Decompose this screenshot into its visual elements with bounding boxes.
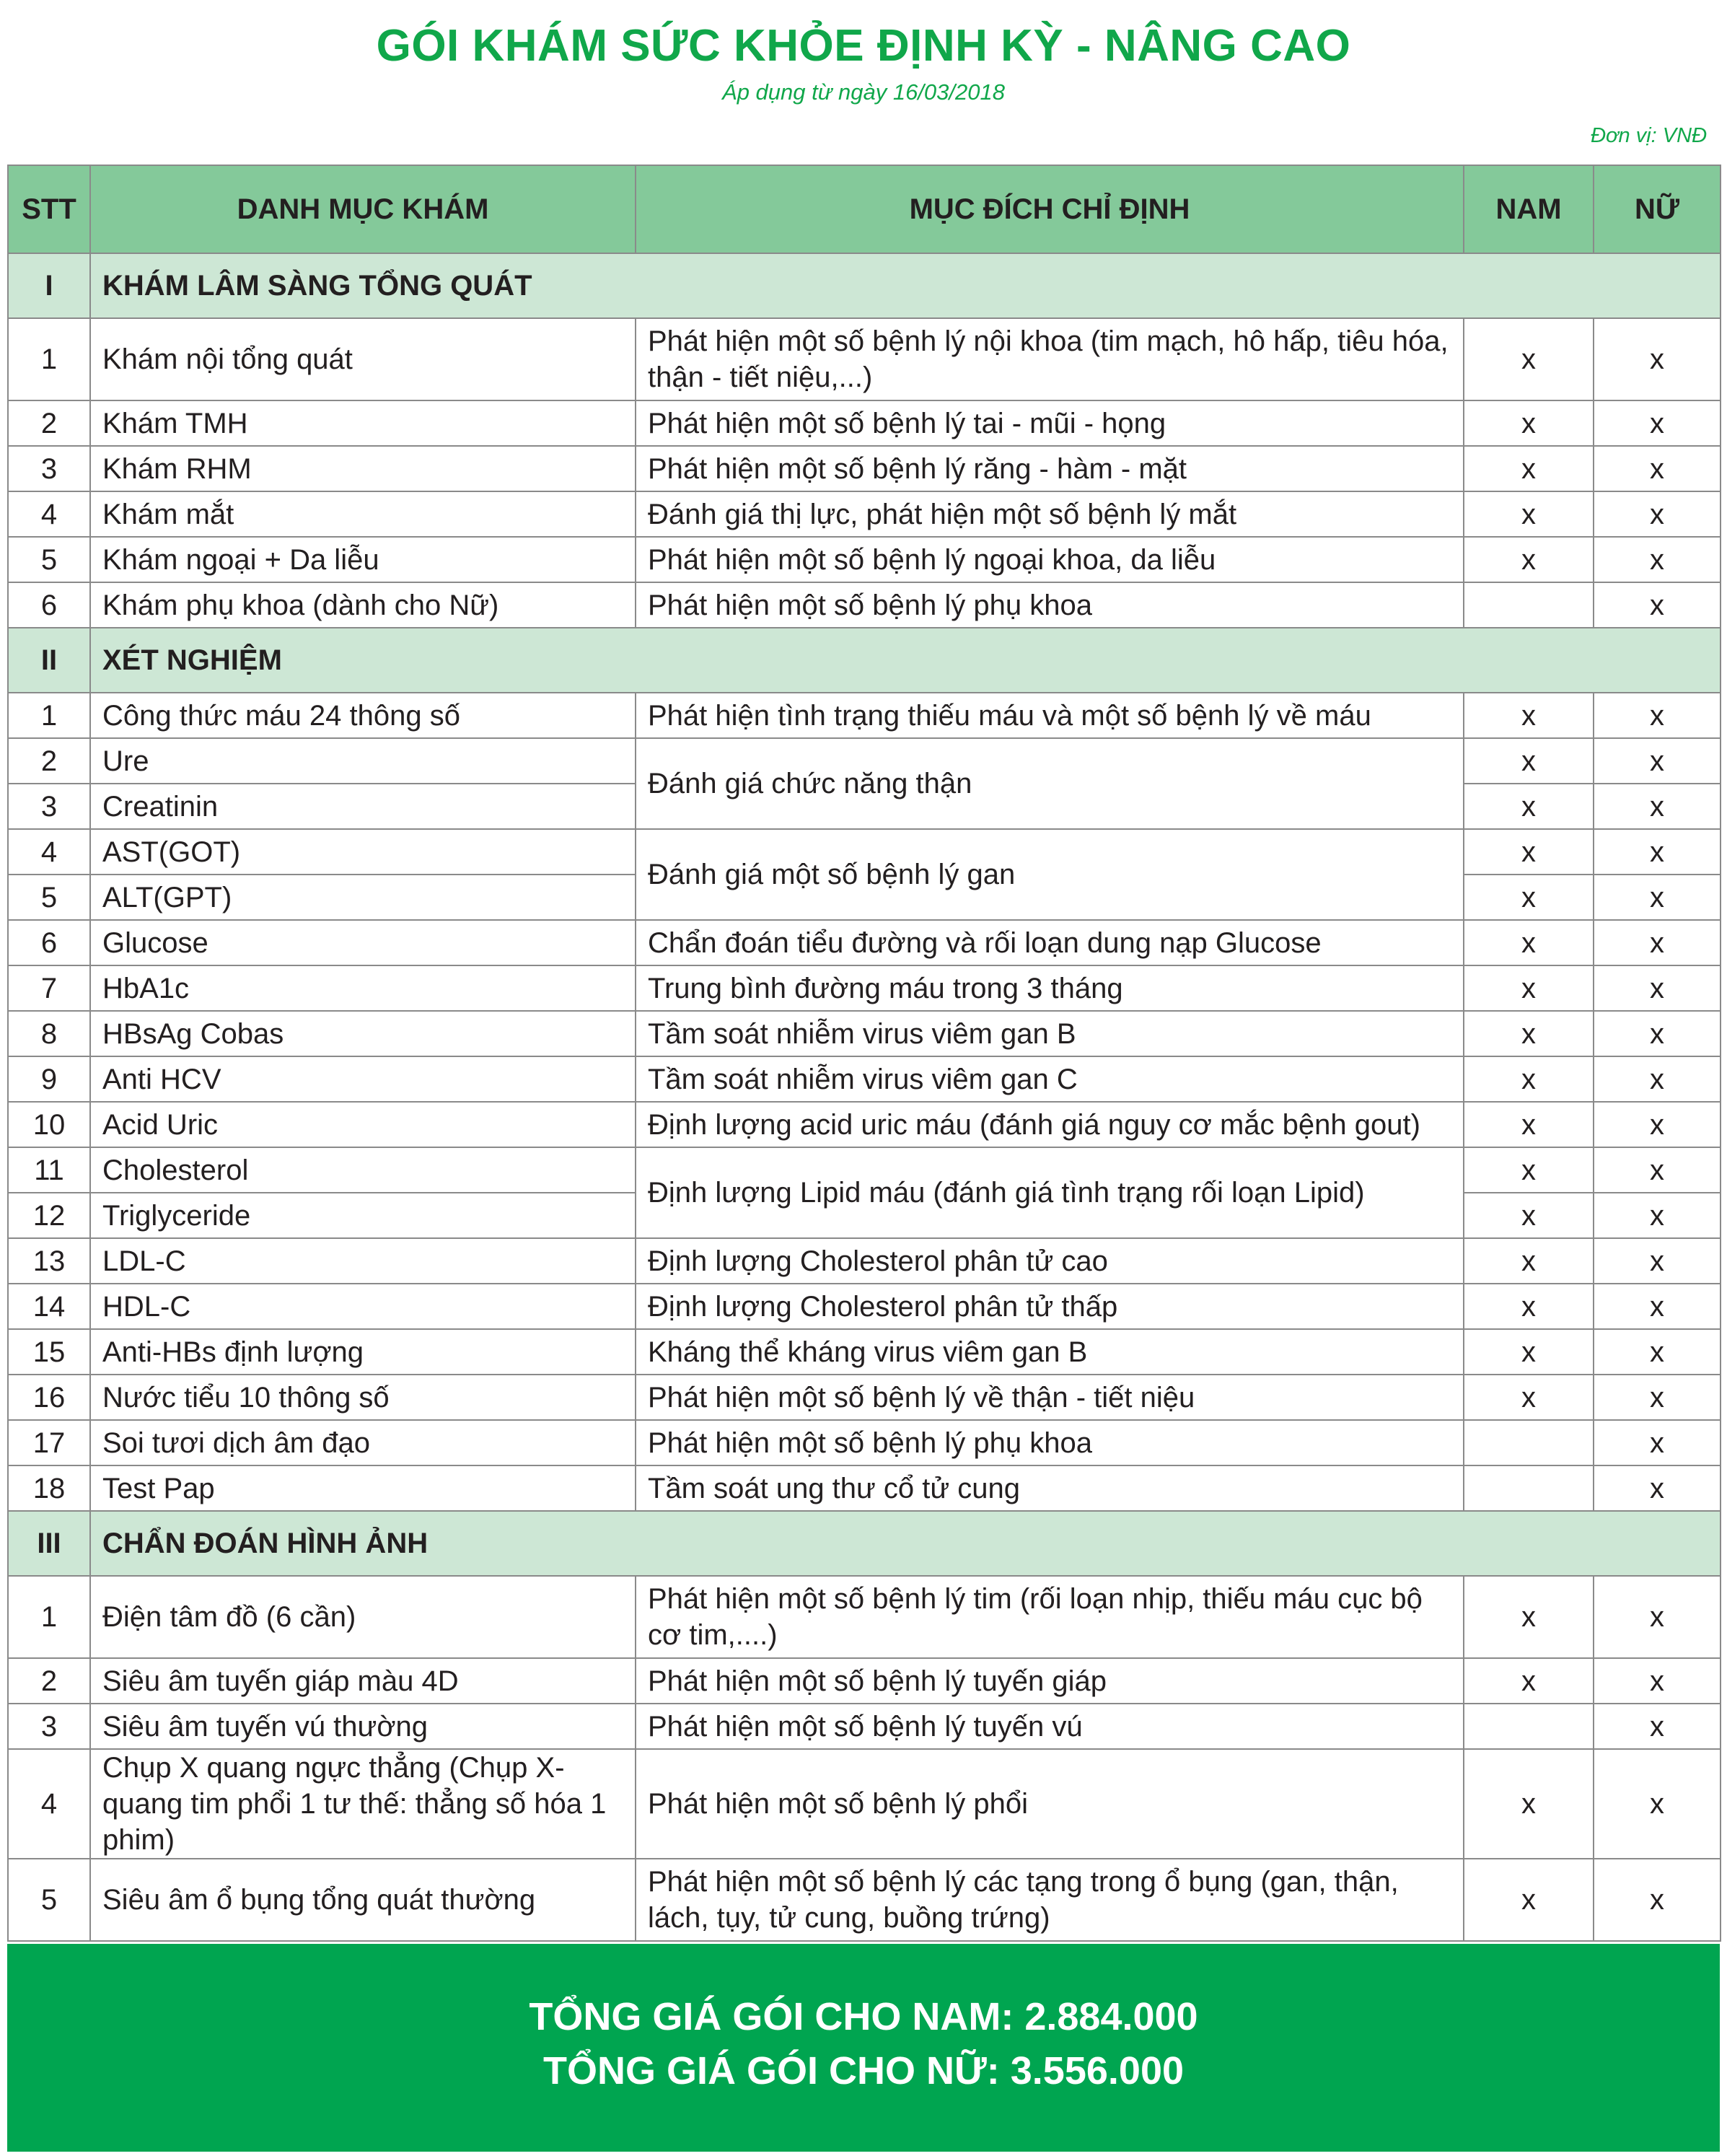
row-female-mark: x	[1594, 875, 1721, 920]
row-name: HDL-C	[90, 1284, 636, 1329]
row-stt: 1	[8, 1576, 90, 1658]
row-purpose: Phát hiện một số bệnh lý tuyến vú	[636, 1704, 1464, 1749]
row-purpose: Đánh giá chức năng thận	[636, 738, 1464, 829]
row-stt: 2	[8, 1658, 90, 1704]
row-female-mark: x	[1594, 1238, 1721, 1284]
row-female-mark: x	[1594, 1193, 1721, 1238]
row-female-mark: x	[1594, 693, 1721, 738]
table-row	[8, 582, 1721, 628]
row-name: Acid Uric	[90, 1102, 636, 1147]
row-stt: 3	[8, 1704, 90, 1749]
header-female: NỮ	[1594, 165, 1721, 253]
row-name: Chụp X quang ngực thẳng (Chụp X-quang tim phổi 1 tư thế: thẳng số hóa 1 phim)	[90, 1749, 636, 1859]
row-female-mark: x	[1594, 491, 1721, 537]
row-stt: 9	[8, 1056, 90, 1102]
page-title: GÓI KHÁM SỨC KHỎE ĐỊNH KỲ - NÂNG CAO	[376, 21, 1351, 71]
table-row	[8, 1147, 1721, 1193]
row-name: Nước tiểu 10 thông số	[90, 1375, 636, 1420]
row-male-mark	[1464, 1465, 1594, 1511]
section-row	[8, 253, 1721, 318]
row-male-mark: x	[1464, 1056, 1594, 1102]
table-row	[8, 1329, 1721, 1375]
header-category: DANH MỤC KHÁM	[90, 165, 636, 253]
male-total-price: TỔNG GIÁ GÓI CHO NAM: 2.884.000	[529, 1995, 1198, 2038]
row-male-mark: x	[1464, 1859, 1594, 1941]
row-purpose: Phát hiện một số bệnh lý về thận - tiết niệu	[636, 1375, 1464, 1420]
row-name: Glucose	[90, 920, 636, 965]
row-male-mark: x	[1464, 537, 1594, 582]
row-male-mark: x	[1464, 1749, 1594, 1859]
row-female-mark: x	[1594, 1658, 1721, 1704]
row-male-mark: x	[1464, 1193, 1594, 1238]
row-female-mark: x	[1594, 1749, 1721, 1859]
section-title: XÉT NGHIỆM	[90, 628, 1721, 693]
row-stt: 12	[8, 1193, 90, 1238]
row-name: Khám mắt	[90, 491, 636, 537]
table-row	[8, 318, 1721, 400]
row-male-mark: x	[1464, 446, 1594, 491]
table-row	[8, 965, 1721, 1011]
row-male-mark: x	[1464, 1011, 1594, 1056]
row-purpose: Phát hiện một số bệnh lý ngoại khoa, da liễu	[636, 537, 1464, 582]
row-female-mark: x	[1594, 1576, 1721, 1658]
row-purpose: Phát hiện một số bệnh lý răng - hàm - mặt	[636, 446, 1464, 491]
table-row	[8, 537, 1721, 582]
row-purpose: Định lượng Lipid máu (đánh giá tình trạng rối loạn Lipid)	[636, 1147, 1464, 1238]
table-row	[8, 829, 1721, 875]
table-row	[8, 693, 1721, 738]
row-male-mark	[1464, 582, 1594, 628]
row-female-mark: x	[1594, 1329, 1721, 1375]
row-stt: 11	[8, 1147, 90, 1193]
row-name: LDL-C	[90, 1238, 636, 1284]
row-male-mark: x	[1464, 829, 1594, 875]
row-female-mark: x	[1594, 920, 1721, 965]
row-female-mark: x	[1594, 1420, 1721, 1465]
row-purpose: Định lượng Cholesterol phân tử cao	[636, 1238, 1464, 1284]
row-male-mark: x	[1464, 1576, 1594, 1658]
table-row	[8, 1704, 1721, 1749]
header-male: NAM	[1464, 165, 1594, 253]
row-stt: 2	[8, 400, 90, 446]
table-row	[8, 1420, 1721, 1465]
row-female-mark: x	[1594, 1056, 1721, 1102]
table-header-row	[8, 165, 1721, 253]
row-purpose: Tầm soát nhiễm virus viêm gan B	[636, 1011, 1464, 1056]
row-stt: 16	[8, 1375, 90, 1420]
row-male-mark: x	[1464, 1658, 1594, 1704]
row-purpose: Tầm soát ung thư cổ tử cung	[636, 1465, 1464, 1511]
row-stt: 4	[8, 829, 90, 875]
row-purpose: Đánh giá thị lực, phát hiện một số bệnh lý mắt	[636, 491, 1464, 537]
row-purpose: Chẩn đoán tiểu đường và rối loạn dung nạp Glucose	[636, 920, 1464, 965]
row-male-mark: x	[1464, 1375, 1594, 1420]
row-name: Siêu âm ổ bụng tổng quát thường	[90, 1859, 636, 1941]
table-row	[8, 920, 1721, 965]
row-female-mark: x	[1594, 829, 1721, 875]
row-stt: 17	[8, 1420, 90, 1465]
row-stt: 1	[8, 318, 90, 400]
package-table	[7, 165, 1721, 1942]
row-female-mark: x	[1594, 1375, 1721, 1420]
row-female-mark: x	[1594, 400, 1721, 446]
row-name: Khám TMH	[90, 400, 636, 446]
row-stt: 8	[8, 1011, 90, 1056]
row-stt: 2	[8, 738, 90, 784]
row-name: Khám phụ khoa (dành cho Nữ)	[90, 582, 636, 628]
row-stt: 18	[8, 1465, 90, 1511]
row-male-mark: x	[1464, 318, 1594, 400]
section-row	[8, 1511, 1721, 1576]
row-stt: 5	[8, 1859, 90, 1941]
row-stt: 6	[8, 582, 90, 628]
row-stt: 14	[8, 1284, 90, 1329]
row-stt: 10	[8, 1102, 90, 1147]
section-title: CHẨN ĐOÁN HÌNH ẢNH	[90, 1511, 1721, 1576]
row-stt: 3	[8, 784, 90, 829]
table-row	[8, 491, 1721, 537]
table-row	[8, 1011, 1721, 1056]
table-row	[8, 1056, 1721, 1102]
row-name: Công thức máu 24 thông số	[90, 693, 636, 738]
row-male-mark: x	[1464, 1102, 1594, 1147]
row-stt: 3	[8, 446, 90, 491]
row-purpose: Định lượng acid uric máu (đánh giá nguy cơ mắc bệnh gout)	[636, 1102, 1464, 1147]
row-female-mark: x	[1594, 1284, 1721, 1329]
row-stt: 5	[8, 537, 90, 582]
table-row	[8, 1749, 1721, 1859]
row-female-mark: x	[1594, 582, 1721, 628]
row-male-mark: x	[1464, 875, 1594, 920]
row-purpose: Trung bình đường máu trong 3 tháng	[636, 965, 1464, 1011]
row-purpose: Phát hiện một số bệnh lý phổi	[636, 1749, 1464, 1859]
row-male-mark: x	[1464, 1284, 1594, 1329]
row-purpose: Phát hiện một số bệnh lý phụ khoa	[636, 1420, 1464, 1465]
table-row	[8, 446, 1721, 491]
row-female-mark: x	[1594, 1859, 1721, 1941]
row-purpose: Định lượng Cholesterol phân tử thấp	[636, 1284, 1464, 1329]
row-purpose: Phát hiện một số bệnh lý tuyến giáp	[636, 1658, 1464, 1704]
row-female-mark: x	[1594, 1011, 1721, 1056]
row-stt: 15	[8, 1329, 90, 1375]
row-stt: 1	[8, 693, 90, 738]
row-stt: 6	[8, 920, 90, 965]
row-female-mark: x	[1594, 446, 1721, 491]
section-row	[8, 628, 1721, 693]
row-name: Cholesterol	[90, 1147, 636, 1193]
table-row	[8, 1284, 1721, 1329]
row-name: ALT(GPT)	[90, 875, 636, 920]
effective-date: Áp dụng từ ngày 16/03/2018	[722, 79, 1005, 105]
row-male-mark: x	[1464, 1329, 1594, 1375]
row-name: Test Pap	[90, 1465, 636, 1511]
header-purpose: MỤC ĐÍCH CHỈ ĐỊNH	[636, 165, 1464, 253]
row-male-mark: x	[1464, 738, 1594, 784]
row-female-mark: x	[1594, 1465, 1721, 1511]
row-female-mark: x	[1594, 1147, 1721, 1193]
row-male-mark: x	[1464, 400, 1594, 446]
row-name: Siêu âm tuyến vú thường	[90, 1704, 636, 1749]
table-row	[8, 1465, 1721, 1511]
row-purpose: Đánh giá một số bệnh lý gan	[636, 829, 1464, 920]
row-name: Khám ngoại + Da liễu	[90, 537, 636, 582]
row-name: Anti-HBs định lượng	[90, 1329, 636, 1375]
row-stt: 7	[8, 965, 90, 1011]
row-female-mark: x	[1594, 738, 1721, 784]
row-purpose: Phát hiện một số bệnh lý nội khoa (tim mạch, hô hấp, tiêu hóa, thận - tiết niệu,...)	[636, 318, 1464, 400]
header-stt: STT	[8, 165, 90, 253]
row-male-mark: x	[1464, 1147, 1594, 1193]
row-name: Creatinin	[90, 784, 636, 829]
row-male-mark: x	[1464, 920, 1594, 965]
section-stt: III	[8, 1511, 90, 1576]
currency-unit: Đơn vị: VNĐ	[1591, 124, 1707, 147]
table-row	[8, 1375, 1721, 1420]
row-stt: 5	[8, 875, 90, 920]
table-row	[8, 1238, 1721, 1284]
row-male-mark: x	[1464, 1238, 1594, 1284]
section-stt: I	[8, 253, 90, 318]
row-stt: 13	[8, 1238, 90, 1284]
row-male-mark: x	[1464, 491, 1594, 537]
table-row	[8, 1102, 1721, 1147]
row-stt: 4	[8, 491, 90, 537]
row-female-mark: x	[1594, 537, 1721, 582]
row-purpose: Tầm soát nhiễm virus viêm gan C	[636, 1056, 1464, 1102]
table-row	[8, 1576, 1721, 1658]
row-name: HBsAg Cobas	[90, 1011, 636, 1056]
row-female-mark: x	[1594, 1704, 1721, 1749]
row-name: Soi tươi dịch âm đạo	[90, 1420, 636, 1465]
row-name: Khám RHM	[90, 446, 636, 491]
table-row	[8, 1658, 1721, 1704]
section-stt: II	[8, 628, 90, 693]
female-total-price: TỔNG GIÁ GÓI CHO NỮ: 3.556.000	[542, 2049, 1185, 2093]
row-name: Anti HCV	[90, 1056, 636, 1102]
row-name: Điện tâm đồ (6 cần)	[90, 1576, 636, 1658]
row-purpose: Phát hiện một số bệnh lý các tạng trong ổ bụng (gan, thận, lách, tụy, tử cung, buồng trứng)	[636, 1859, 1464, 1941]
row-name: HbA1c	[90, 965, 636, 1011]
row-male-mark: x	[1464, 693, 1594, 738]
price-summary	[7, 1944, 1720, 2152]
row-female-mark: x	[1594, 1102, 1721, 1147]
row-name: Siêu âm tuyến giáp màu 4D	[90, 1658, 636, 1704]
row-purpose: Phát hiện một số bệnh lý phụ khoa	[636, 582, 1464, 628]
row-name: AST(GOT)	[90, 829, 636, 875]
row-female-mark: x	[1594, 318, 1721, 400]
row-male-mark	[1464, 1704, 1594, 1749]
row-male-mark: x	[1464, 965, 1594, 1011]
row-purpose: Kháng thể kháng virus viêm gan B	[636, 1329, 1464, 1375]
section-title: KHÁM LÂM SÀNG TỔNG QUÁT	[90, 253, 1721, 318]
row-female-mark: x	[1594, 784, 1721, 829]
row-male-mark: x	[1464, 784, 1594, 829]
table-row	[8, 738, 1721, 784]
row-name: Khám nội tổng quát	[90, 318, 636, 400]
row-name: Triglyceride	[90, 1193, 636, 1238]
row-female-mark: x	[1594, 965, 1721, 1011]
table-row	[8, 400, 1721, 446]
row-name: Ure	[90, 738, 636, 784]
table-row	[8, 1859, 1721, 1941]
row-male-mark	[1464, 1420, 1594, 1465]
row-purpose: Phát hiện một số bệnh lý tim (rối loạn nhịp, thiếu máu cục bộ cơ tim,....)	[636, 1576, 1464, 1658]
row-stt: 4	[8, 1749, 90, 1859]
row-purpose: Phát hiện một số bệnh lý tai - mũi - họng	[636, 400, 1464, 446]
row-purpose: Phát hiện tình trạng thiếu máu và một số bệnh lý về máu	[636, 693, 1464, 738]
